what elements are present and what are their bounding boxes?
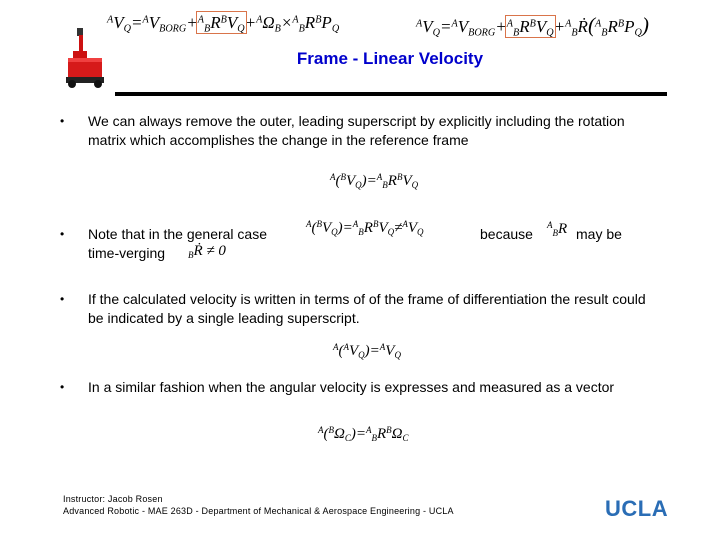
bullet-marker: • bbox=[60, 292, 65, 306]
bullet-text-2c: because bbox=[480, 226, 533, 242]
equation-remove-superscript: $^A(^BV_Q)=^A_BR^BV_Q$ bbox=[330, 172, 419, 191]
slide-title: Frame - Linear Velocity bbox=[296, 49, 484, 68]
bullet-marker: • bbox=[60, 380, 65, 394]
equation-angular-velocity: $^A(^B\Omega_C)=^A_BR^B\Omega_C$ bbox=[318, 425, 409, 444]
equation-rotation: $^A_B$R bbox=[547, 220, 568, 239]
footer-course: Advanced Robotic - MAE 263D - Department of Mechanical & Aerospace Engineering - UCLA bbox=[63, 506, 454, 516]
bullet-text-4: In a similar fashion when the angular velocity is expresses and measured as a vector bbox=[88, 379, 615, 395]
title-divider bbox=[115, 92, 667, 96]
bullet-text-3: If the calculated velocity is written in terms of of the frame of differentiation the result could be indicated by a single leading superscript. bbox=[88, 291, 646, 326]
bullet-marker: • bbox=[60, 114, 65, 128]
footer bbox=[63, 493, 454, 517]
equation-general-case: $^A(^BV_Q)=^A_BR^BV_Q\ne^AV_Q$ bbox=[306, 219, 424, 238]
footer-instructor: Instructor: Jacob Rosen bbox=[63, 494, 163, 504]
bullet-text-2d: may be bbox=[576, 226, 622, 242]
bullet-text-2b: time-verging bbox=[88, 245, 166, 261]
equation-single-superscript: $^A(^AV_Q)=^AV_Q$ bbox=[333, 342, 401, 361]
ucla-logo: UCLA bbox=[605, 496, 669, 521]
header-equation-2: $^AV_Q=^AV_{BORG}+^A_BR^BV_Q+^A_BṘ(^A_BR^BP_Q)$ bbox=[416, 13, 649, 39]
equation-time-verging: $_B$Ṙ ≠ 0 bbox=[188, 243, 226, 261]
bullet-text-1: We can always remove the outer, leading superscript by explicitly including the rotation matrix which accomplishes the change in the reference frame bbox=[88, 113, 625, 148]
bullet-marker: • bbox=[60, 227, 65, 241]
bullet-text-2a: Note that in the general case bbox=[88, 226, 268, 242]
header-equation-1: $^AV_Q=^AV_{BORG}+^A_BR^BV_Q+^A\Omega_B\times^A_BR^BP_Q$ bbox=[107, 13, 340, 35]
